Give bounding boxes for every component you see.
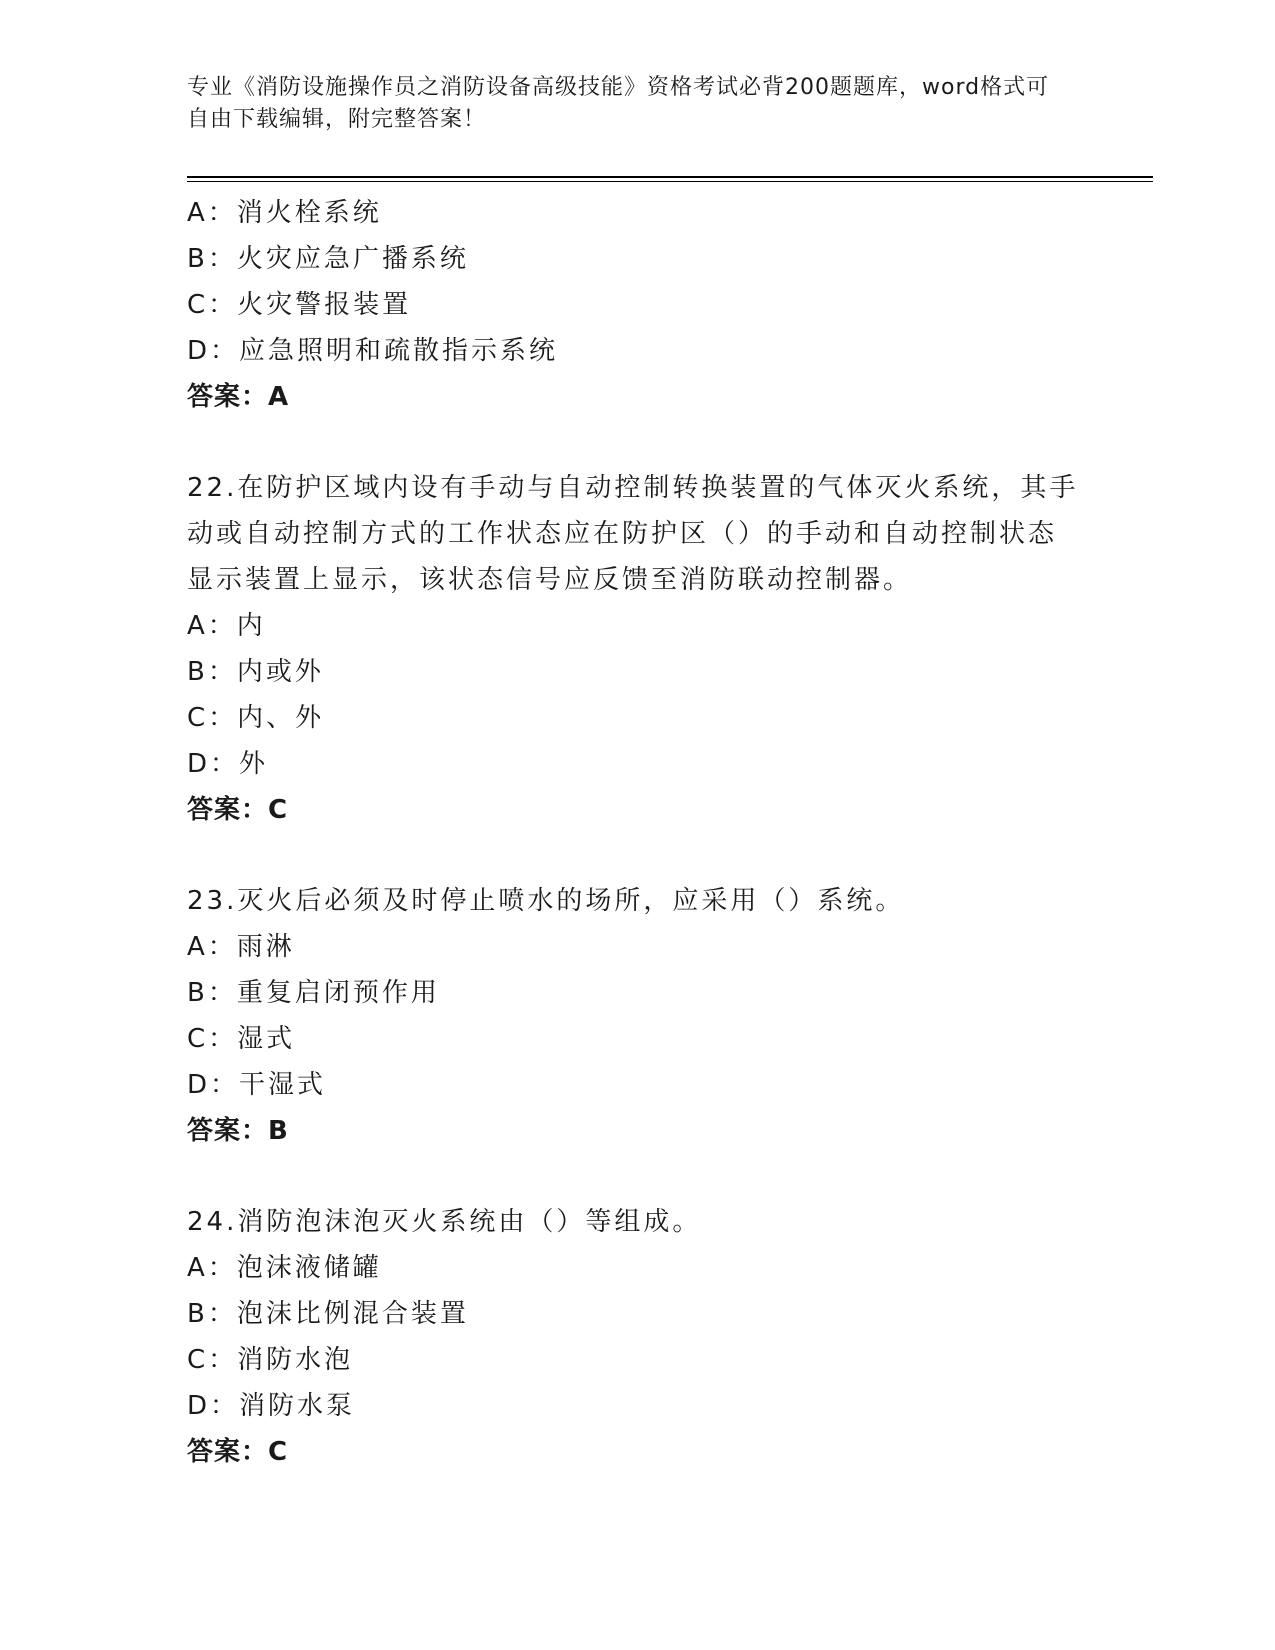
option-a: A：消火栓系统	[187, 198, 382, 228]
question-24	[187, 1199, 1087, 1475]
question-21	[187, 190, 1087, 420]
option-b: B：重复启闭预作用	[187, 978, 440, 1008]
question-stem-line-2: 动或自动控制方式的工作状态应在防护区（）的手动和自动控制状态	[187, 519, 1058, 549]
header-divider-thick	[187, 176, 1153, 178]
question-stem-line-1: 22.在防护区域内设有手动与自动控制转换装置的气体灭火系统，其手	[187, 473, 1079, 503]
option-b: B：内或外	[187, 657, 324, 687]
option-a: A：雨淋	[187, 932, 295, 962]
option-d: D：干湿式	[187, 1070, 327, 1100]
option-c: C：消防水泡	[187, 1345, 354, 1375]
option-c: C：火灾警报装置	[187, 290, 412, 320]
answer-line: 答案：C	[187, 795, 289, 825]
question-23	[187, 878, 1087, 1154]
answer-line: 答案：C	[187, 1437, 289, 1467]
question-list	[187, 190, 1087, 1475]
spacer	[187, 833, 1087, 878]
option-a: A：内	[187, 611, 266, 641]
option-c: C：内、外	[187, 703, 325, 733]
question-22	[187, 465, 1087, 833]
option-d: D：应急照明和疏散指示系统	[187, 336, 559, 366]
option-a: A：泡沫液储罐	[187, 1253, 382, 1283]
question-stem: 24.消防泡沫泡灭火系统由（）等组成。	[187, 1207, 702, 1237]
question-stem: 23.灭火后必须及时停止喷水的场所，应采用（）系统。	[187, 886, 905, 916]
option-b: B：火灾应急广播系统	[187, 244, 469, 274]
spacer	[187, 1154, 1087, 1199]
document-header: 专业《消防设施操作员之消防设备高级技能》资格考试必背200题题库，word格式可自由下载编辑，附完整答案！	[187, 75, 1050, 132]
option-d: D：消防水泵	[187, 1391, 356, 1421]
answer-line: 答案：A	[187, 382, 290, 412]
option-c: C：湿式	[187, 1024, 296, 1054]
answer-line: 答案：B	[187, 1116, 289, 1146]
question-stem-line-3: 显示装置上显示，该状态信号应反馈至消防联动控制器。	[187, 565, 913, 595]
header-divider-thin	[187, 181, 1153, 182]
option-b: B：泡沫比例混合装置	[187, 1299, 469, 1329]
option-d: D：外	[187, 749, 269, 779]
spacer	[187, 420, 1087, 465]
